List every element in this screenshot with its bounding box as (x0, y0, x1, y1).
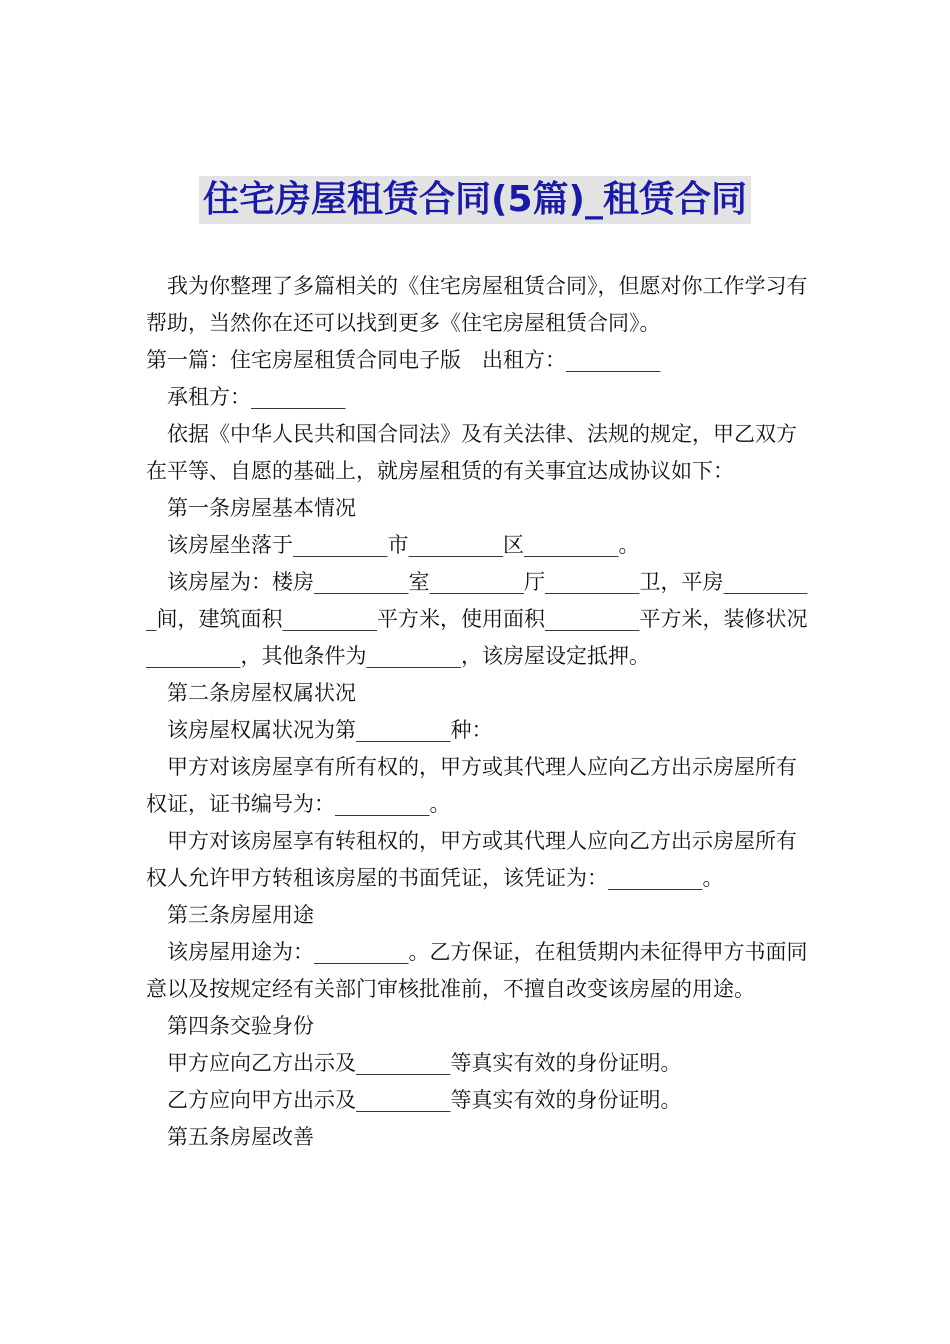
basis-paragraph: 依据《中华人民共和国合同法》及有关法律、法规的规定，甲乙双方在平等、自愿的基础上，就房屋租赁的有关事宜达成协议如下： (146, 422, 797, 483)
usage-paragraph: 该房屋用途为：_________。乙方保证，在租赁期内未征得甲方书面同意以及按规定经有关部门审核批准前，不擅自改变该房屋的用途。 (146, 940, 808, 1001)
lessee-identity-paragraph: 乙方应向甲方出示及_________等真实有效的身份证明。 (167, 1088, 682, 1112)
document-body (146, 268, 808, 1156)
sublease-right-paragraph: 甲方对该房屋享有转租权的，甲方或其代理人应向乙方出示房屋所有权人允许甲方转租该房屋的书面凭证，该凭证为：_________。 (146, 829, 797, 890)
ownership-type-paragraph: 该房屋权属状况为第_________种： (167, 718, 493, 742)
lessee-line: 承租方：_________ (167, 385, 346, 409)
article-3-heading: 第三条房屋用途 (167, 903, 314, 927)
ownership-right-paragraph: 甲方对该房屋享有所有权的，甲方或其代理人应向乙方出示房屋所有权证，证书编号为：_________。 (146, 755, 797, 816)
article-4-heading: 第四条交验身份 (167, 1014, 314, 1038)
intro-paragraph: 我为你整理了多篇相关的《住宅房屋租赁合同》，但愿对你工作学习有帮助，当然你在还可以找到更多《住宅房屋租赁合同》。 (146, 274, 808, 335)
location-paragraph: 该房屋坐落于_________市_________区_________。 (167, 533, 640, 557)
lessor-identity-paragraph: 甲方应向乙方出示及_________等真实有效的身份证明。 (167, 1051, 682, 1075)
article-1-heading: 第一条房屋基本情况 (167, 496, 356, 520)
house-details-paragraph: 该房屋为：楼房_________室_________厅_________卫，平房_________间，建筑面积_________平方米，使用面积_________平方米，装修状况_________，其他条件为_________，该房屋设定抵押。 (146, 570, 808, 668)
lessor-line: 第一篇：住宅房屋租赁合同电子版 出租方：_________ (146, 348, 661, 372)
title-container (0, 176, 950, 224)
article-2-heading: 第二条房屋权属状况 (167, 681, 356, 705)
document-title: 住宅房屋租赁合同(5篇)_租赁合同 (199, 176, 751, 224)
article-5-heading: 第五条房屋改善 (167, 1125, 314, 1149)
